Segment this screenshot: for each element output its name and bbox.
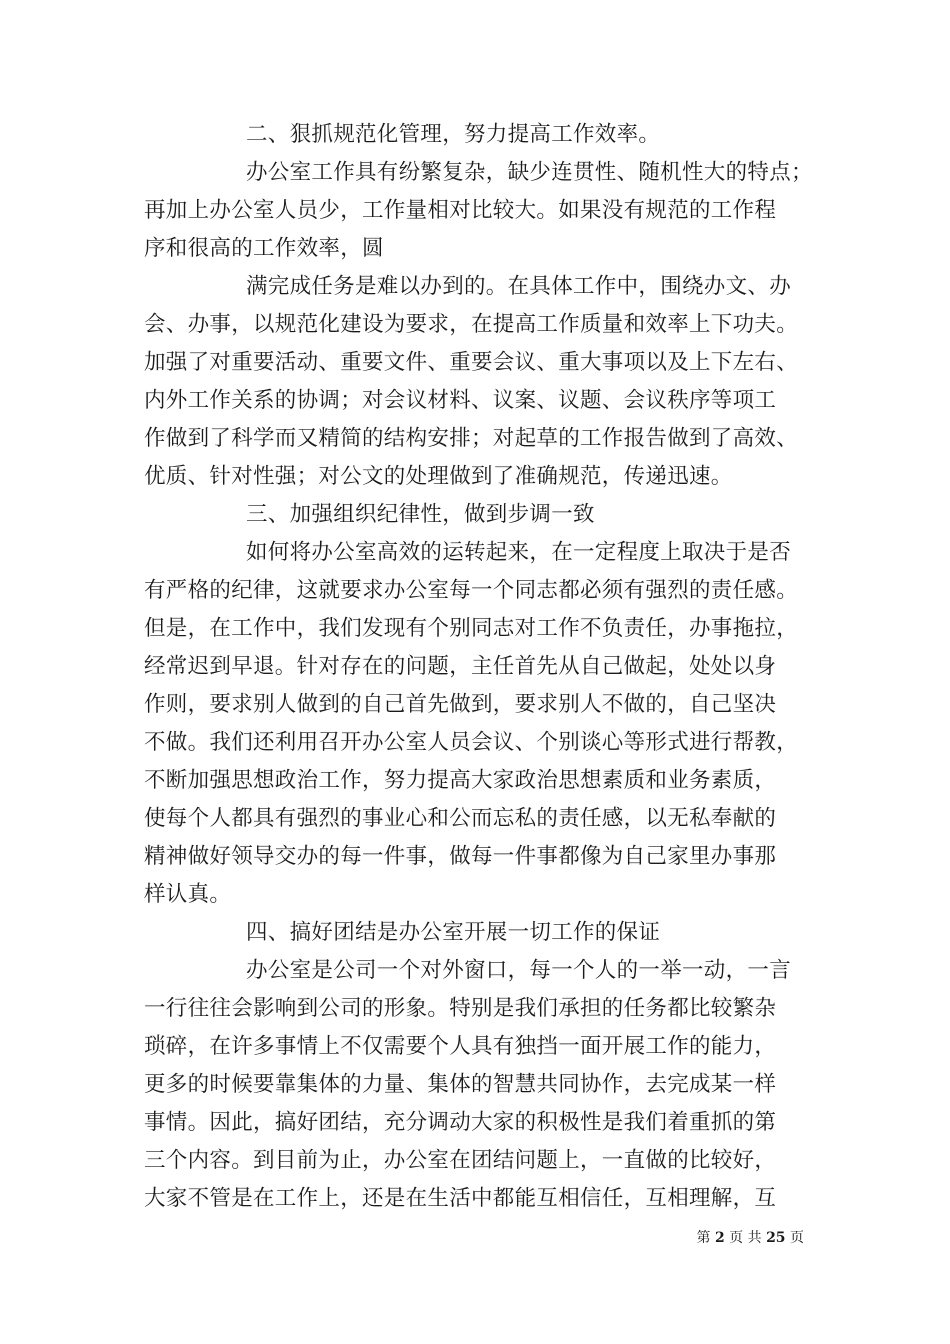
- paragraph-line: 办公室工作具有纷繁复杂，缺少连贯性、随机性大的特点；: [246, 160, 813, 185]
- paragraph-line: 事情。因此，搞好团结，充分调动大家的积极性是我们着重抓的第: [144, 1110, 777, 1135]
- paragraph-line: 加强了对重要活动、重要文件、重要会议、重大事项以及上下左右、: [144, 350, 799, 375]
- paragraph-line: 办公室是公司一个对外窗口，每一个人的一举一动，一言: [246, 958, 792, 983]
- paragraph-line: 精神做好领导交办的每一件事，做每一件事都像为自己家里办事那: [144, 844, 777, 869]
- total-page-count: 25: [766, 1230, 786, 1246]
- footer-suffix: 页: [790, 1230, 804, 1246]
- paragraph-line: 序和很高的工作效率，圆: [144, 236, 384, 261]
- paragraph-line: 会、办事，以规范化建设为要求，在提高工作质量和效率上下功夫。: [144, 312, 799, 337]
- footer-middle: 页 共: [729, 1230, 762, 1246]
- paragraph-line: 但是，在工作中，我们发现有个别同志对工作不负责任，办事拖拉，: [144, 616, 799, 641]
- heading-section-2: 二、狠抓规范化管理，努力提高工作效率。: [246, 122, 661, 147]
- page-number-footer: [697, 1228, 805, 1248]
- paragraph-line: 经常迟到早退。针对存在的问题，主任首先从自己做起，处处以身: [144, 654, 777, 679]
- paragraph-line: 优质、针对性强；对公文的处理做到了准确规范，传递迅速。: [144, 464, 733, 489]
- paragraph-line: 有严格的纪律，这就要求办公室每一个同志都必须有强烈的责任感。: [144, 578, 799, 603]
- paragraph-line: 三个内容。到目前为止，办公室在团结问题上，一直做的比较好，: [144, 1148, 777, 1173]
- paragraph-line: 琐碎，在许多事情上不仅需要个人具有独挡一面开展工作的能力，: [144, 1034, 777, 1059]
- paragraph-line: 大家不管是在工作上，还是在生活中都能互相信任，互相理解，互: [144, 1186, 777, 1211]
- paragraph-line: 再加上办公室人员少，工作量相对比较大。如果没有规范的工作程: [144, 198, 777, 223]
- footer-prefix: 第: [696, 1230, 711, 1246]
- paragraph-line: 使每个人都具有强烈的事业心和公而忘私的责任感，以无私奉献的: [144, 806, 777, 831]
- paragraph-line: 作做到了科学而又精简的结构安排；对起草的工作报告做到了高效、: [144, 426, 799, 451]
- paragraph-line: 满完成任务是难以办到的。在具体工作中，围绕办文、办: [246, 274, 792, 299]
- paragraph-line: 作则，要求别人做到的自己首先做到，要求别人不做的，自己坚决: [144, 692, 777, 717]
- heading-section-4: 四、搞好团结是办公室开展一切工作的保证: [246, 920, 661, 945]
- paragraph-line: 如何将办公室高效的运转起来，在一定程度上取决于是否: [246, 540, 792, 565]
- paragraph-line: 一行往往会影响到公司的形象。特别是我们承担的任务都比较繁杂: [144, 996, 777, 1021]
- paragraph-line: 更多的时候要靠集体的力量、集体的智慧共同协作，去完成某一样: [144, 1072, 777, 1097]
- paragraph-line: 样认真。: [144, 882, 232, 907]
- paragraph-line: 内外工作关系的协调；对会议材料、议案、议题、会议秩序等项工: [144, 388, 777, 413]
- paragraph-line: 不断加强思想政治工作，努力提高大家政治思想素质和业务素质，: [144, 768, 777, 793]
- current-page-number: 2: [714, 1230, 725, 1246]
- heading-section-3: 三、加强组织纪律性，做到步调一致: [246, 502, 595, 527]
- paragraph-line: 不做。我们还利用召开办公室人员会议、个别谈心等形式进行帮教，: [144, 730, 799, 755]
